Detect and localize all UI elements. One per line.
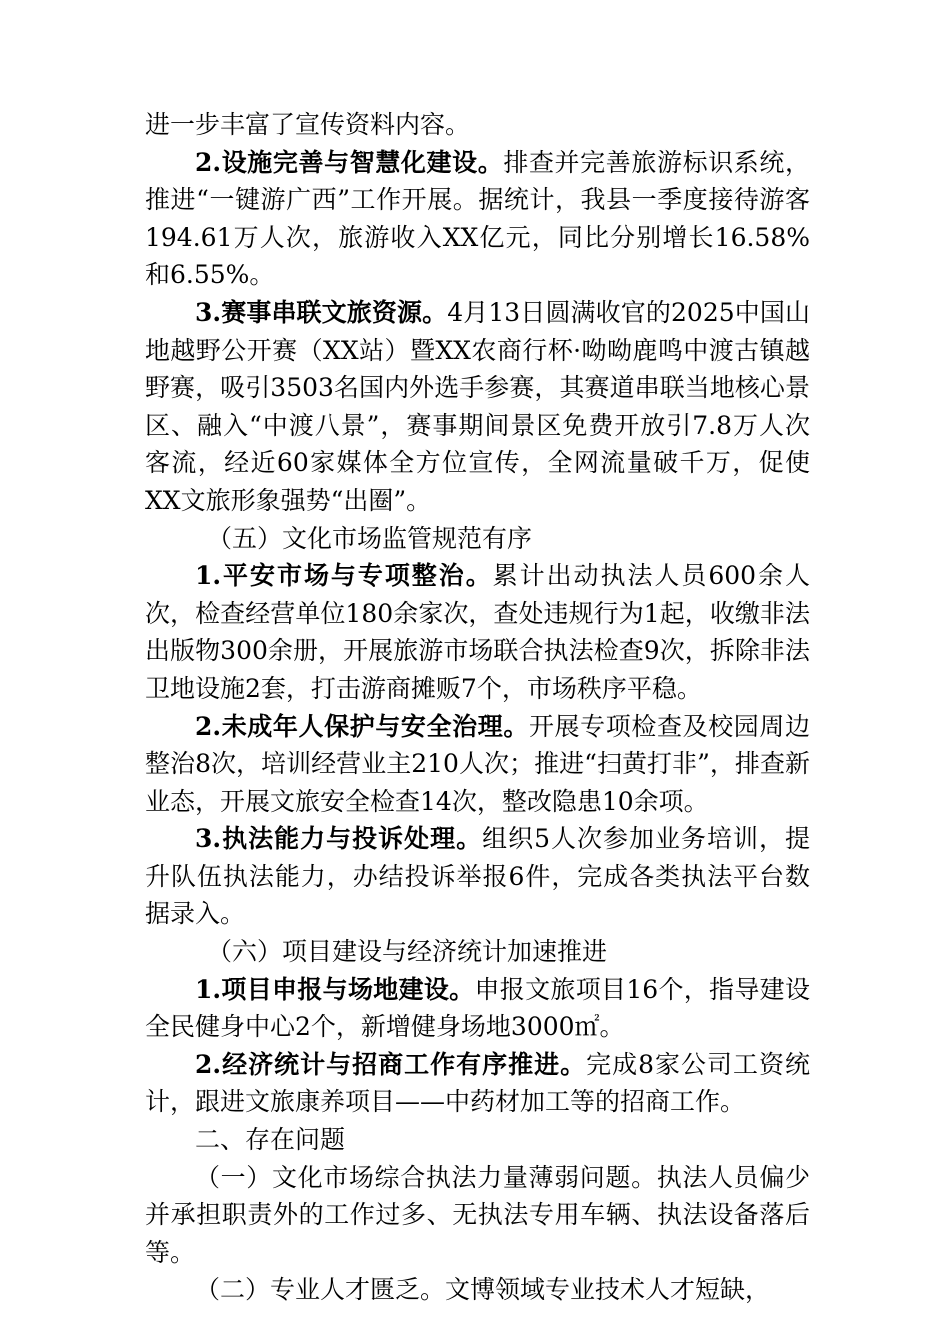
paragraph-lead: 2.经济统计与招商工作有序推进。 [195, 1049, 587, 1079]
chapter-heading-text: 二、存在问题 [195, 1125, 346, 1155]
paragraph-text: 完成8家公司工资统计，跟进文旅康养项目——中药材加工等的招商工作。 [145, 1049, 810, 1117]
paragraph-lead: 2.设施完善与智慧化建设。 [195, 147, 504, 177]
paragraph-facility-upgrade [145, 144, 810, 294]
paragraph-lead: 2.未成年人保护与安全治理。 [195, 711, 529, 741]
paragraph-lead: 1.平安市场与专项整治。 [195, 561, 493, 591]
paragraph-lead: 3.赛事串联文旅资源。 [195, 297, 448, 327]
paragraph-text: 排查并完善旅游标识系统，推进“一键游广西”工作开展。据统计，我县一季度接待游客194.61万人次，旅游收入XX亿元，同比分别增长16.58%和6.55%。 [145, 147, 810, 290]
paragraph-text: 进一步丰富了宣传资料内容。 [145, 110, 471, 139]
section-heading-5 [145, 520, 810, 558]
paragraph-text: 累计出动执法人员600余人次，检查经营单位180余家次，查处违规行为1起，收缴非法出版物300余册，开展旅游市场联合执法检查9次，拆除非法卫地设施2套，打击游商摊贩7个，市场秩序平稳。 [145, 561, 810, 703]
paragraph-project-application [145, 971, 810, 1046]
paragraph-enforcement [145, 820, 810, 933]
paragraph-market-safety [145, 557, 810, 707]
section-heading-text: （五）文化市场监管规范有序 [207, 523, 533, 553]
paragraph-text: 组织5人次参加业务培训，提升队伍执法能力，办结投诉举报6件，完成各类执法平台数据录入。 [145, 824, 810, 929]
paragraph-problem-1 [145, 1159, 810, 1272]
chapter-heading-problems [145, 1121, 810, 1159]
paragraph-lead: 3.执法能力与投诉处理。 [195, 824, 483, 854]
paragraph-text: （二）专业人才匮乏。文博领域专业技术人才短缺， [195, 1275, 771, 1305]
document-body [145, 106, 810, 1309]
paragraph-economic-statistics [145, 1046, 810, 1121]
paragraph-minor-protection [145, 708, 810, 821]
section-heading-text: （六）项目建设与经济统计加速推进 [207, 937, 608, 967]
paragraph-lead: 1.项目申报与场地建设。 [195, 974, 475, 1004]
paragraph-text: 开展专项检查及校园周边整治8次，培训经营业主210人次；推进“扫黄打非”，排查新业态，开展文旅安全检查14次，整改隐患10余项。 [145, 711, 810, 816]
paragraph-problem-2 [145, 1271, 810, 1309]
paragraph-continuation [145, 106, 810, 144]
section-heading-6 [145, 933, 810, 971]
paragraph-text: 4月13日圆满收官的2025中国山地越野公开赛（XX站）暨XX农商行杯·呦呦鹿鸣中渡古镇越野赛，吸引3503名国内外选手参赛，其赛道串联当地核心景区、融入“中渡八景”，赛事期间景区免费开放引7.8万人次客流，经近60家媒体全方位宣传，全网流量破千万，促使XX文旅形象强势“出圈”。 [145, 297, 810, 515]
paragraph-text: 申报文旅项目16个，指导建设全民健身中心2个，新增健身场地3000㎡。 [145, 974, 810, 1042]
paragraph-text: （一）文化市场综合执法力量薄弱问题。执法人员偏少并承担职责外的工作过多、无执法专用车辆、执法设备落后等。 [145, 1162, 810, 1267]
paragraph-event-tourism [145, 294, 810, 520]
